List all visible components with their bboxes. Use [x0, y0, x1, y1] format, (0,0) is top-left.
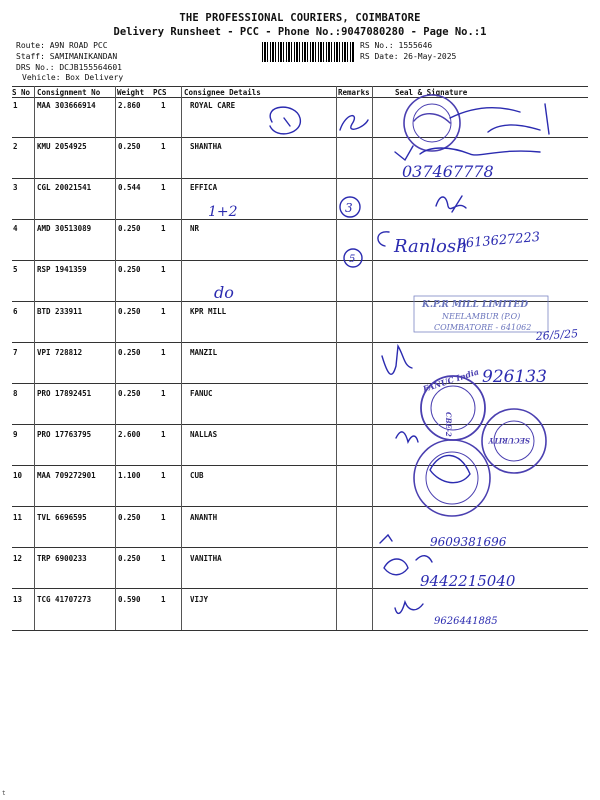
row-pcs: 1: [161, 101, 166, 110]
row-weight: 0.250: [118, 348, 141, 357]
row-sno: 6: [13, 307, 18, 316]
row-pcs: 1: [161, 595, 166, 604]
row-sno: 10: [13, 471, 23, 480]
row-consignment: PRO 17892451: [37, 389, 92, 398]
signature-scribble: [395, 602, 423, 613]
row-sno: 5: [13, 265, 18, 274]
row-consignment: RSP 1941359: [37, 265, 87, 274]
column-divider: [181, 86, 182, 630]
drs-label: DRS No.: DCJB155564601: [16, 63, 122, 72]
table-top-rule: [12, 86, 588, 87]
row12-phone: 9442215040: [420, 572, 516, 590]
row4-name: Ranlosh: [394, 236, 468, 257]
row-sno: 4: [13, 224, 18, 233]
signature-scribble: [378, 232, 389, 246]
row-consignee: NALLAS: [190, 430, 218, 439]
row4-phone: 9613627223: [457, 229, 541, 252]
row-weight: 0.590: [118, 595, 141, 604]
row-divider: [12, 588, 588, 589]
row3-handwritten-note: 1+2: [208, 204, 238, 220]
column-divider: [34, 86, 35, 630]
row-divider: [12, 424, 588, 425]
header-rule: [12, 97, 588, 98]
row-weight: 0.250: [118, 554, 141, 563]
row-weight: 0.250: [118, 513, 141, 522]
row-pcs: 1: [161, 265, 166, 274]
row-sno: 2: [13, 142, 18, 151]
column-divider: [336, 86, 337, 630]
row-divider: [12, 301, 588, 302]
signature-scribble: [340, 116, 368, 130]
row-divider: [12, 178, 588, 179]
row-consignee: MANZIL: [190, 348, 218, 357]
row-consignee: VANITHA: [190, 554, 222, 563]
row2-phone: 037467778: [402, 162, 494, 181]
row-consignment: KMU 2054925: [37, 142, 87, 151]
row-sno: 8: [13, 389, 18, 398]
col-header-sno: S No: [12, 88, 31, 97]
signature-scribble: [396, 432, 470, 483]
row-divider: [12, 465, 588, 466]
row-consignee: ANANTH: [190, 513, 218, 522]
row-consignment: MAA 709272901: [37, 471, 96, 480]
row-pcs: 1: [161, 430, 166, 439]
row-consignment: PRO 17763795: [37, 430, 92, 439]
signature-scribble: [380, 535, 392, 543]
page-corner-mark: t: [2, 790, 6, 797]
col-header-seal: Seal & Signature: [395, 88, 468, 97]
row-pcs: 1: [161, 142, 166, 151]
row-divider: [12, 342, 588, 343]
barcode: [262, 42, 354, 62]
vehicle-label: Vehicle: Box Delivery: [22, 73, 124, 82]
column-divider: [115, 86, 116, 630]
row-divider: [12, 547, 588, 548]
row-sno: 9: [13, 430, 18, 439]
security-stamp: [482, 409, 546, 473]
row-divider: [12, 383, 588, 384]
company-title: THE PROFESSIONAL COURIERS, COIMBATORE: [179, 12, 421, 24]
row-weight: 0.250: [118, 389, 141, 398]
row-sno: 3: [13, 183, 18, 192]
row-consignee: EFFICA: [190, 183, 218, 192]
row-consignment: BTD 233911: [37, 307, 83, 316]
column-divider: [372, 86, 373, 630]
row-weight: 2.860: [118, 101, 141, 110]
staff-label: Staff: SAMIMANIKANDAN: [16, 52, 118, 61]
row5-handwritten-note: do: [214, 283, 234, 302]
fanuc-stamp: [421, 376, 485, 440]
route-label: Route: A9N ROAD PCC: [16, 41, 108, 50]
bank-stamp: [414, 440, 490, 516]
row-pcs: 1: [161, 554, 166, 563]
col-header-consignment: Consignment No: [37, 88, 101, 97]
row7-phone: 926133: [482, 367, 547, 387]
row-pcs: 1: [161, 224, 166, 233]
signature-scribble: [450, 104, 549, 134]
signature-scribble: [270, 107, 300, 134]
row3-remark-number: 3: [345, 201, 353, 215]
row-sno: 11: [13, 513, 23, 522]
row-consignee: NR: [190, 224, 200, 233]
kpr-stamp-line2: NEELAMBUR (P.O): [442, 312, 521, 321]
row-consignee: FANUC: [190, 389, 213, 398]
signature-scribble: [382, 346, 412, 374]
rs-number: RS No.: 1555646: [360, 41, 433, 50]
kpr-stamp-line3: COIMBATORE - 641062: [434, 323, 532, 332]
row-weight: 0.250: [118, 307, 141, 316]
row-consignment: CGL 20021541: [37, 183, 92, 192]
row-divider: [12, 260, 588, 261]
row-consignee: SHANTHA: [190, 142, 222, 151]
remark-circle: [344, 249, 362, 267]
row-weight: 1.100: [118, 471, 141, 480]
row-weight: 0.250: [118, 142, 141, 151]
col-header-consignee: Consignee Details: [184, 88, 261, 97]
row6-date: 26/5/25: [535, 327, 579, 343]
row-weight: 0.250: [118, 265, 141, 274]
row-consignment: TRP 6900233: [37, 554, 87, 563]
cbe-stamp-text: CBE-2: [444, 412, 453, 437]
row-consignment: TVL 6696595: [37, 513, 87, 522]
col-header-remarks: Remarks: [338, 88, 370, 97]
row-consignee: CUB: [190, 471, 204, 480]
row-consignee: VIJY: [190, 595, 209, 604]
col-header-pcs: PCS: [153, 88, 167, 97]
row-consignee: KPR MILL: [190, 307, 227, 316]
row-pcs: 1: [161, 389, 166, 398]
row11-phone: 9609381696: [430, 535, 507, 549]
signature-scribble: [395, 146, 540, 160]
signature-scribble: [436, 196, 466, 212]
row-pcs: 1: [161, 471, 166, 480]
row-consignment: AMD 30513089: [37, 224, 92, 233]
row-pcs: 1: [161, 513, 166, 522]
row-pcs: 1: [161, 307, 166, 316]
row-sno: 7: [13, 348, 18, 357]
row-divider: [12, 137, 588, 138]
row-sno: 1: [13, 101, 18, 110]
signature-scribble: [384, 556, 432, 575]
remark-circle: [340, 197, 360, 217]
row13-phone: 9626441885: [434, 616, 498, 627]
fanuc-stamp-text: FANUC India: [421, 366, 481, 394]
rs-date: RS Date: 26-May-2025: [360, 52, 457, 61]
runsheet-subtitle: Delivery Runsheet - PCC - Phone No.:9047080280 - Page No.:1: [113, 26, 487, 38]
col-header-weight: Weight: [117, 88, 145, 97]
row-consignment: MAA 303666914: [37, 101, 96, 110]
row-weight: 0.544: [118, 183, 141, 192]
table-bottom-rule: [12, 630, 588, 631]
round-seal: [404, 95, 460, 151]
row-divider: [12, 506, 588, 507]
row-divider: [12, 219, 588, 220]
row-consignment: TCG 41707273: [37, 595, 92, 604]
row-weight: 0.250: [118, 224, 141, 233]
row5-remark-number: 5: [349, 254, 356, 265]
row-sno: 12: [13, 554, 23, 563]
security-stamp-text: SECURITY: [488, 436, 530, 445]
row-consignment: VPI 728812: [37, 348, 83, 357]
row-weight: 2.600: [118, 430, 141, 439]
kpr-stamp-line1: K.P.R MILL LIMITED: [422, 300, 529, 310]
row-consignee: ROYAL CARE: [190, 101, 236, 110]
row-pcs: 1: [161, 348, 166, 357]
row-pcs: 1: [161, 183, 166, 192]
row-sno: 13: [13, 595, 23, 604]
